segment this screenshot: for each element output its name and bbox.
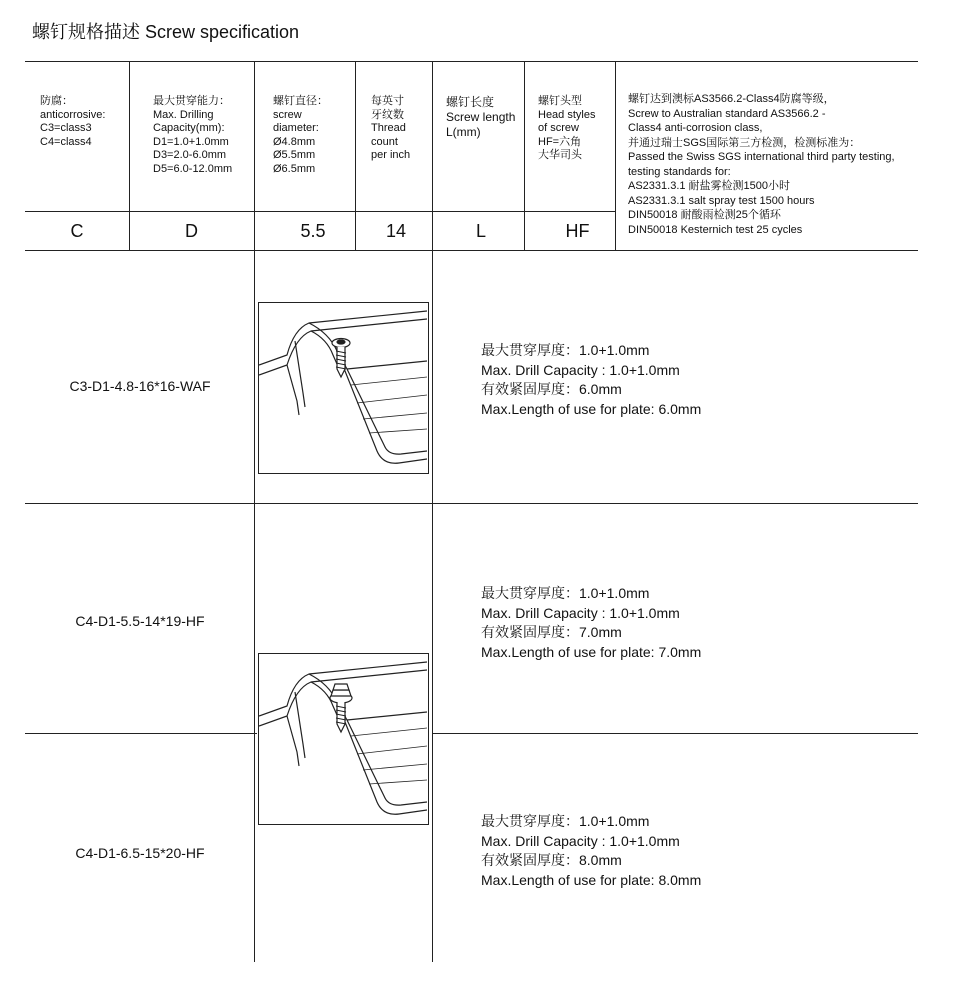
header-divider — [25, 211, 615, 212]
code-length: L — [475, 221, 486, 241]
model-code: C4-D1-5.5-14*19-HF — [75, 613, 205, 629]
code-head: HF — [565, 221, 590, 241]
spec-line: Max. Drill Capacity : 1.0+1.0mm — [481, 604, 680, 621]
spec-line: Max. Drill Capacity : 1.0+1.0mm — [481, 832, 680, 849]
wafer-head-screw-in-sheet-icon — [258, 302, 429, 474]
spec-line: Max. Drill Capacity : 1.0+1.0mm — [481, 361, 680, 378]
model-code: C4-D1-6.5-15*20-HF — [75, 845, 205, 861]
spec-line: 有效紧固厚度：7.0mm — [481, 624, 622, 640]
row-divider-2-right — [432, 733, 918, 734]
header-head-style: 螺钉头型 Head styles of screw HF=六角 大华司头 — [538, 95, 596, 161]
spec-line: 有效紧固厚度：8.0mm — [481, 852, 622, 868]
spec-line: Max.Length of use for plate: 7.0mm — [481, 643, 702, 660]
code-drilling: D — [185, 221, 198, 241]
header-screw-length: 螺钉长度 Screw length L(mm) — [446, 95, 516, 139]
spec-block — [481, 812, 701, 890]
spec-line: Max.Length of use for plate: 8.0mm — [481, 871, 702, 888]
row-divider-2-left — [25, 733, 257, 734]
row-divider-1 — [25, 503, 918, 504]
model-code: C3-D1-4.8-16*16-WAF — [69, 378, 211, 394]
header-bottom-border — [25, 250, 918, 251]
hex-head-screw-in-sheet-icon — [258, 653, 429, 825]
code-thread: 14 — [385, 221, 407, 241]
spec-block — [481, 584, 701, 662]
header-standards-description: 螺钉达到澳标AS3566.2-Class4防腐等级， Screw to Australian standard AS3566.2 - Class4 anti-corrosion class, 并通过瑞士SGS国际第三方检测，检测标准为： Passed the Swiss SGS international third party testing, testing standards for: AS2331.3.1 耐盐雾检测1500小时 AS2331.3.1 salt spray test 1500 hours DIN50018 耐酸雨检测25个循环 DIN50018 Kesternich test 25 cycles — [628, 93, 895, 236]
header-drilling-capacity: 最大贯穿能力： Max. Drilling Capacity(mm): D1=1.0+1.0mm D3=2.0-6.0mm D5=6.0-12.0mm — [153, 95, 233, 175]
spec-line: Max.Length of use for plate: 6.0mm — [481, 400, 702, 417]
spec-line: 最大贯穿厚度：1.0+1.0mm — [481, 342, 650, 358]
code-diameter: 5.5 — [300, 221, 326, 241]
body-col-divider-2 — [432, 250, 433, 962]
spec-line: 最大贯穿厚度：1.0+1.0mm — [481, 813, 650, 829]
code-anticorrosive: C — [70, 221, 84, 241]
header-screw-diameter: 螺钉直径： screw diameter: Ø4.8mm Ø5.5mm Ø6.5mm — [273, 95, 328, 175]
header-thread-count: 每英寸 牙纹数 Thread count per inch — [371, 95, 411, 161]
table-top-border — [25, 61, 918, 62]
spec-line: 有效紧固厚度：6.0mm — [481, 381, 622, 397]
spec-block — [481, 341, 701, 419]
spec-line: 最大贯穿厚度：1.0+1.0mm — [481, 585, 650, 601]
header-anticorrosive: 防腐： anticorrosive: C3=class3 C4=class4 — [40, 95, 106, 148]
page-title: 螺钉规格描述 Screw specification — [32, 22, 300, 42]
